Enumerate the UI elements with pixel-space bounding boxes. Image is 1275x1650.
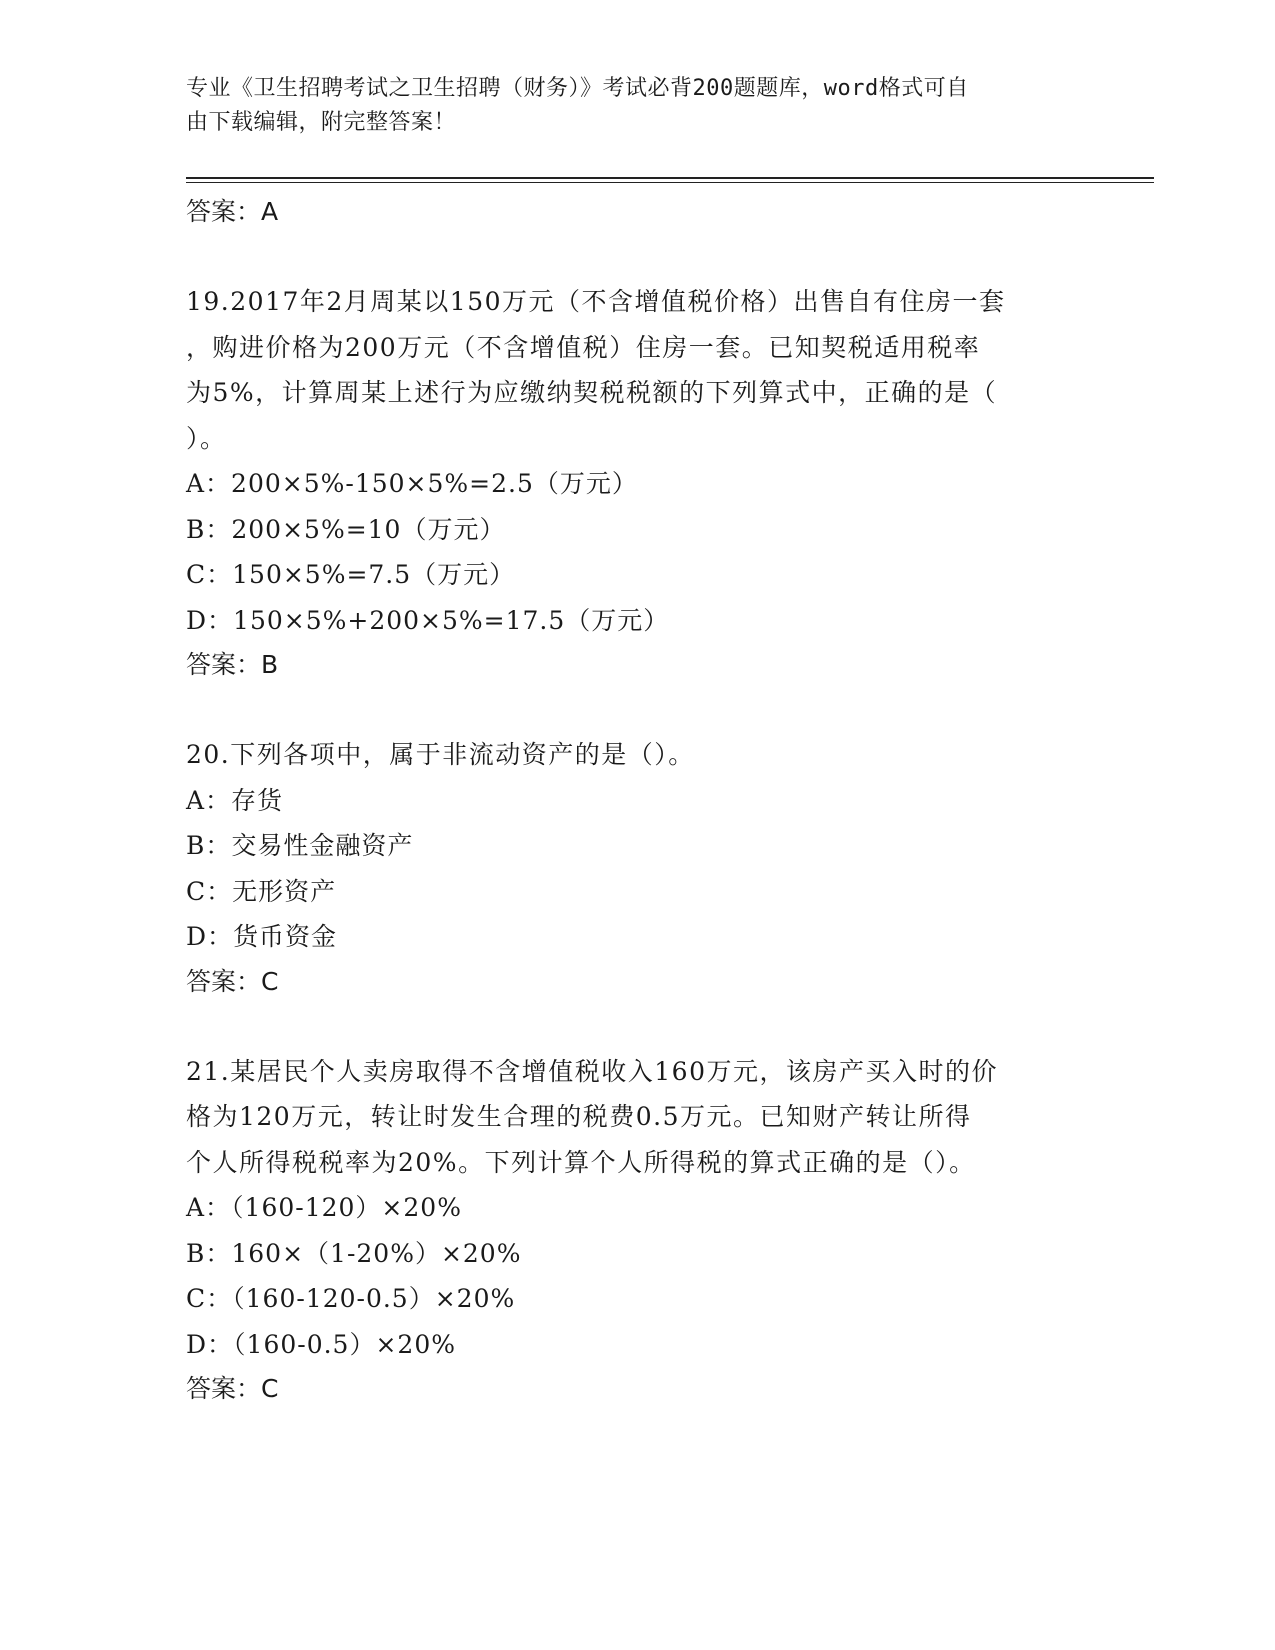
header-line-2: 由下载编辑，附完整答案！ (186, 110, 457, 135)
question-21-line-1: 21.某居民个人卖房取得不含增值税收入160万元，该房产买入时的价 (186, 1056, 998, 1086)
question-21-option-b: B：160×（1-20%）×20% (186, 1238, 522, 1268)
header-rule-thick (186, 177, 1154, 179)
question-19-line-4: ）。 (186, 423, 227, 453)
document-body (186, 190, 1086, 1411)
previous-answer: 答案：A (186, 197, 279, 226)
spacer (186, 687, 1086, 732)
question-19 (186, 279, 1086, 687)
question-21-line-2: 格为120万元，转让时发生合理的税费0.5万元。已知财产转让所得 (186, 1102, 972, 1131)
question-20-option-a: A：存货 (186, 785, 284, 815)
spacer (186, 1004, 1086, 1049)
question-19-option-a: A：200×5%-150×5%=2.5（万元） (186, 469, 638, 498)
question-19-option-d: D：150×5%+200×5%=17.5（万元） (186, 605, 670, 635)
question-20-option-c: C：无形资产 (186, 876, 337, 906)
question-20-line-1: 20.下列各项中，属于非流动资产的是（）。 (186, 740, 695, 769)
question-20 (186, 732, 1086, 1004)
question-19-option-b: B：200×5%=10（万元） (186, 514, 506, 544)
question-21-option-a: A：（160-120）×20% (186, 1193, 462, 1222)
question-21-option-c: C：（160-120-0.5）×20% (186, 1284, 516, 1313)
document-header (186, 72, 1086, 140)
spacer (186, 234, 1086, 279)
question-19-option-c: C：150×5%=7.5（万元） (186, 560, 516, 589)
header-rule-thin (186, 182, 1154, 183)
question-21-answer: 答案：C (186, 1374, 279, 1403)
question-20-option-d: D：货币资金 (186, 922, 338, 951)
header-line-1: 专业《卫生招聘考试之卫生招聘（财务）》考试必背200题题库，word格式可自 (186, 76, 969, 101)
question-19-line-1: 19.2017年2月周某以150万元（不含增值税价格）出售自有住房一套 (186, 287, 1006, 316)
question-19-line-2: ，购进价格为200万元（不含增值税）住房一套。已知契税适用税率 (186, 332, 981, 362)
question-20-option-b: B：交易性金融资产 (186, 831, 414, 860)
question-19-line-3: 为5%，计算周某上述行为应缴纳契税税额的下列算式中，正确的是（ (186, 378, 998, 407)
question-19-answer: 答案：B (186, 650, 279, 679)
question-21 (186, 1049, 1086, 1412)
question-21-line-3: 个人所得税税率为20%。下列计算个人所得税的算式正确的是（）。 (186, 1147, 976, 1177)
question-21-option-d: D：（160-0.5）×20% (186, 1329, 456, 1359)
question-20-answer: 答案：C (186, 966, 279, 996)
